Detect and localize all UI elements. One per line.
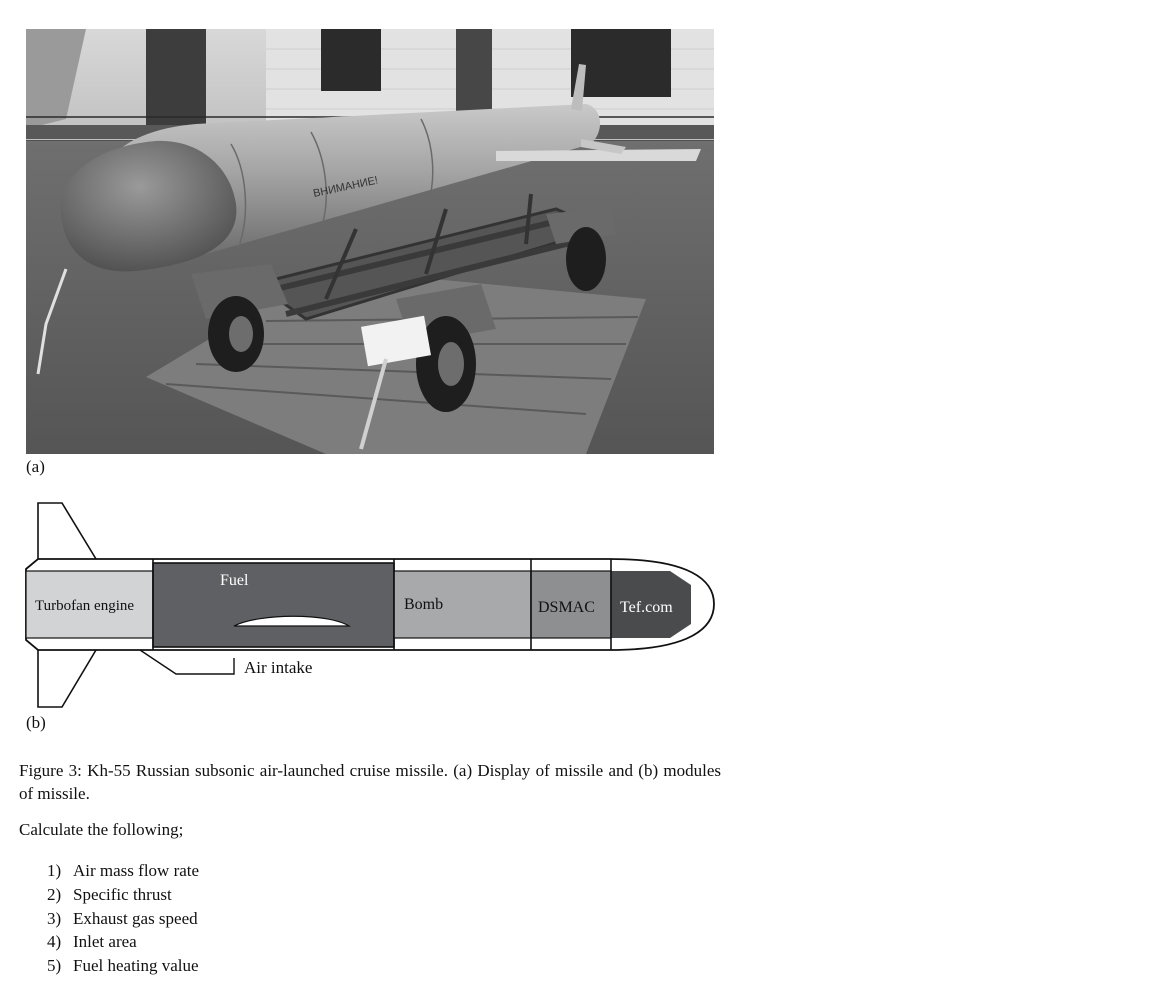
dsmac-label: DSMAC — [538, 599, 595, 616]
missile-photo — [26, 29, 714, 454]
subfigure-label-a: (a) — [26, 457, 45, 476]
fuel-label: Fuel — [220, 572, 249, 589]
list-item: 1) Air mass flow rate — [47, 861, 200, 880]
upper-tail-fin — [38, 503, 96, 559]
figure-caption: Figure 3: Kh-55 Russian subsonic air-launched cruise missile. (a) Display of missile and (b) modules of missile. — [19, 761, 721, 803]
list-item: 5) Fuel heating value — [47, 956, 199, 976]
fuel-module — [153, 563, 394, 647]
list-item: 2) Specific thrust — [47, 884, 172, 904]
lower-tail-fin — [38, 650, 96, 707]
nose-label: Tef.com — [620, 599, 673, 616]
question-list — [47, 859, 199, 978]
engine-label: Turbofan engine — [35, 598, 135, 614]
list-item: 4) Inlet area — [47, 932, 137, 952]
air-intake-label: Air intake — [244, 658, 313, 677]
air-intake-leader — [140, 650, 234, 674]
bomb-label: Bomb — [404, 596, 444, 613]
missile-module-diagram — [20, 500, 720, 715]
exercise-prompt: Calculate the following; — [19, 820, 184, 839]
stencil-text: ВНИМАНИЕ! — [312, 174, 380, 200]
list-item: 3) Exhaust gas speed — [47, 908, 198, 928]
subfigure-label-b: (b) — [26, 713, 46, 732]
